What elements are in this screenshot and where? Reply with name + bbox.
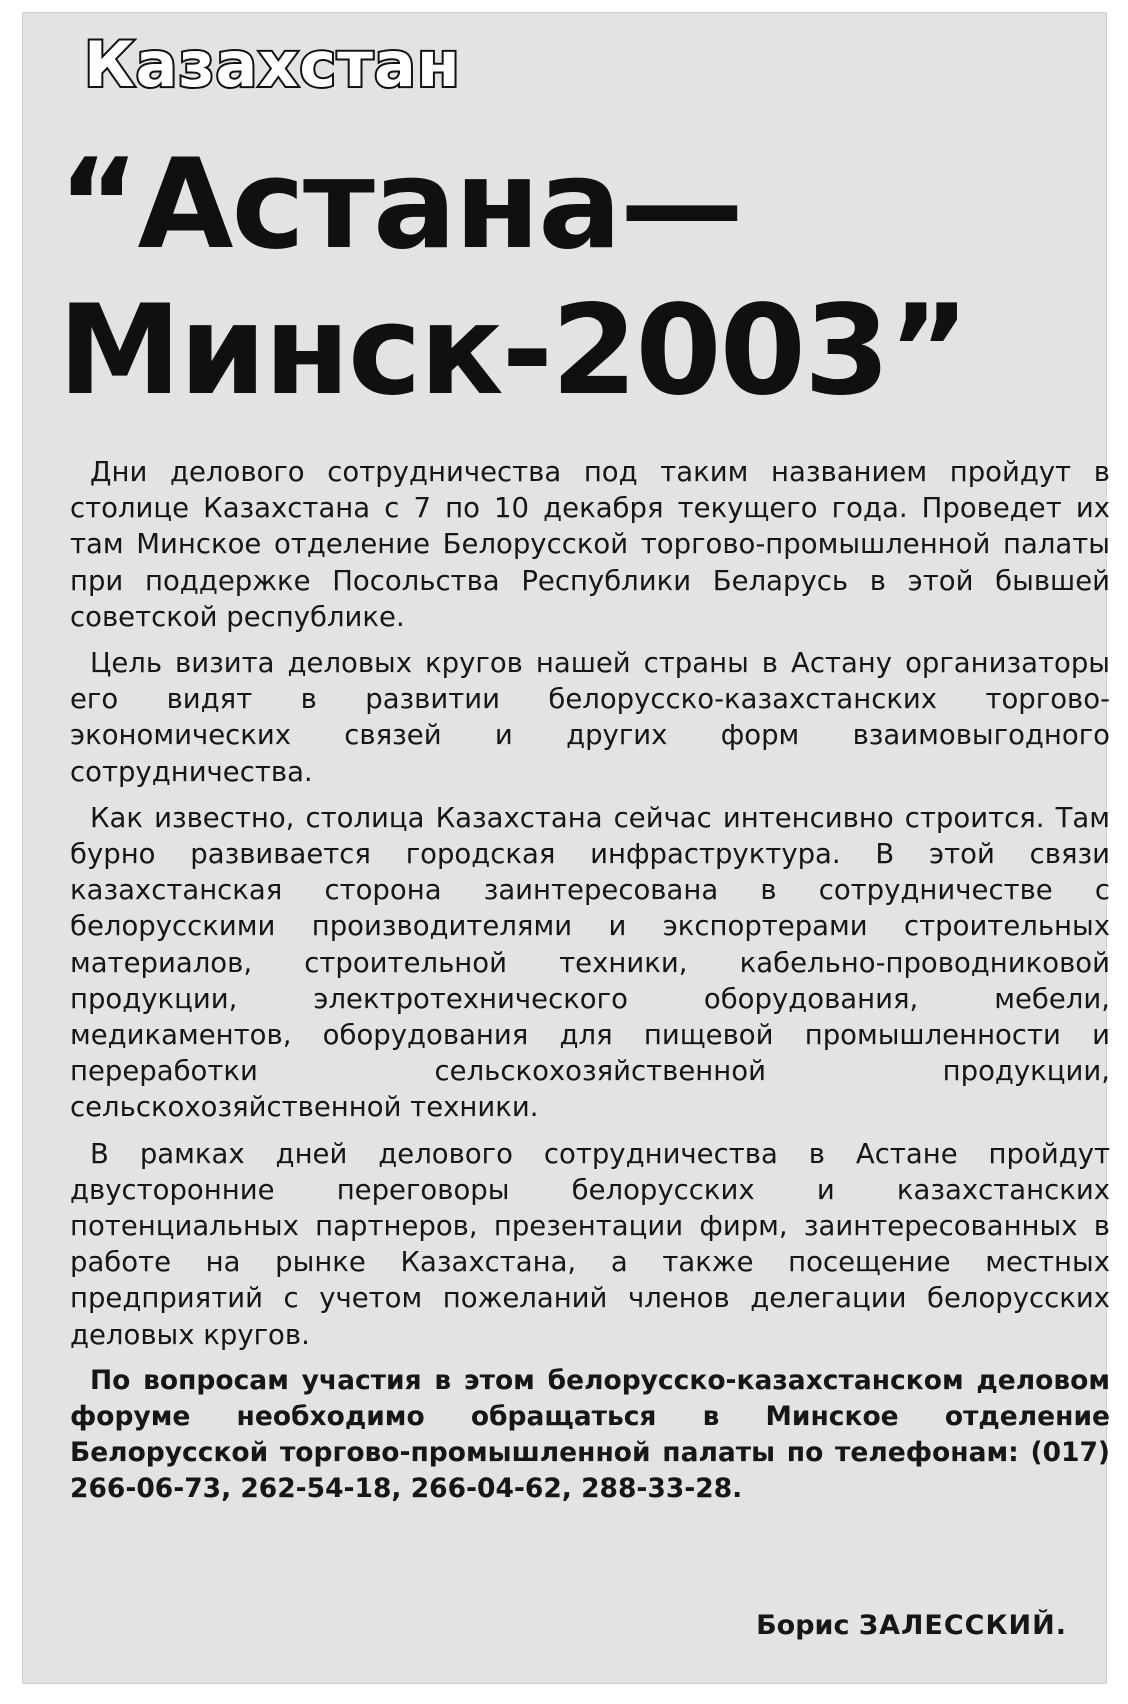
article-paragraph-4: В рамках дней делового сотрудничества в Астане пройдут двусторонние переговоры белорусских и казахстанских потенциальных партнеров, презентации фирм, заинтересованных в работе на рынке Казахстана, а также посещение местных предприятий с учетом пожеланий членов делегации белорусских деловых кругов. — [70, 1137, 1110, 1351]
author-first-name: Борис — [756, 1610, 850, 1641]
headline-line-1: “Астана— — [58, 133, 742, 277]
headline-line-2: Минск-2003” — [58, 279, 968, 423]
article-paragraph-3: Как известно, столица Казахстана сейчас интенсивно строится. Там бурно развивается городская инфраструктура. В этой связи казахстанская сторона заинтересована в сотрудничестве с белорусскими производителями и экспортерами строительных материалов, строительной техники, кабельно-проводниковой продукции, электротехнического оборудования, мебели, медикаментов, оборудования для пищевой промышленности и переработки сельскохозяйственной продукции, сельскохозяйственной техники. — [70, 801, 1110, 1124]
contact-paragraph: По вопросам участия в этом белорусско-казахстанском деловом форуме необходимо обращаться в Минское отделение Белорусской торгово-промышленной палаты по телефонам: (017) 266-06-73, 262-54-18, 266-04-62, 288-33-28. — [70, 1364, 1110, 1505]
author-surname: ЗАЛЕССКИЙ. — [858, 1610, 1067, 1641]
article-headline — [58, 132, 1078, 424]
section-rubric: Казахстан — [84, 28, 461, 101]
author-byline — [756, 1610, 1067, 1641]
article-body — [70, 454, 1110, 1518]
article-paragraph-1: Дни делового сотрудничества под таким названием пройдут в столице Казахстана с 7 по 10 декабря текущего года. Проведет их там Минское отделение Белорусской торгово-промышленной палаты при поддержке Посольства Республики Беларусь в этой бывшей советской республике. — [70, 456, 1110, 633]
article-paragraph-2: Цель визита деловых кругов нашей страны в Астану организаторы его видят в развитии белорусско-казахстанских торгово-экономических связей и других форм взаимовыгодного сотрудничества. — [70, 647, 1110, 788]
newspaper-clipping — [22, 12, 1110, 1684]
